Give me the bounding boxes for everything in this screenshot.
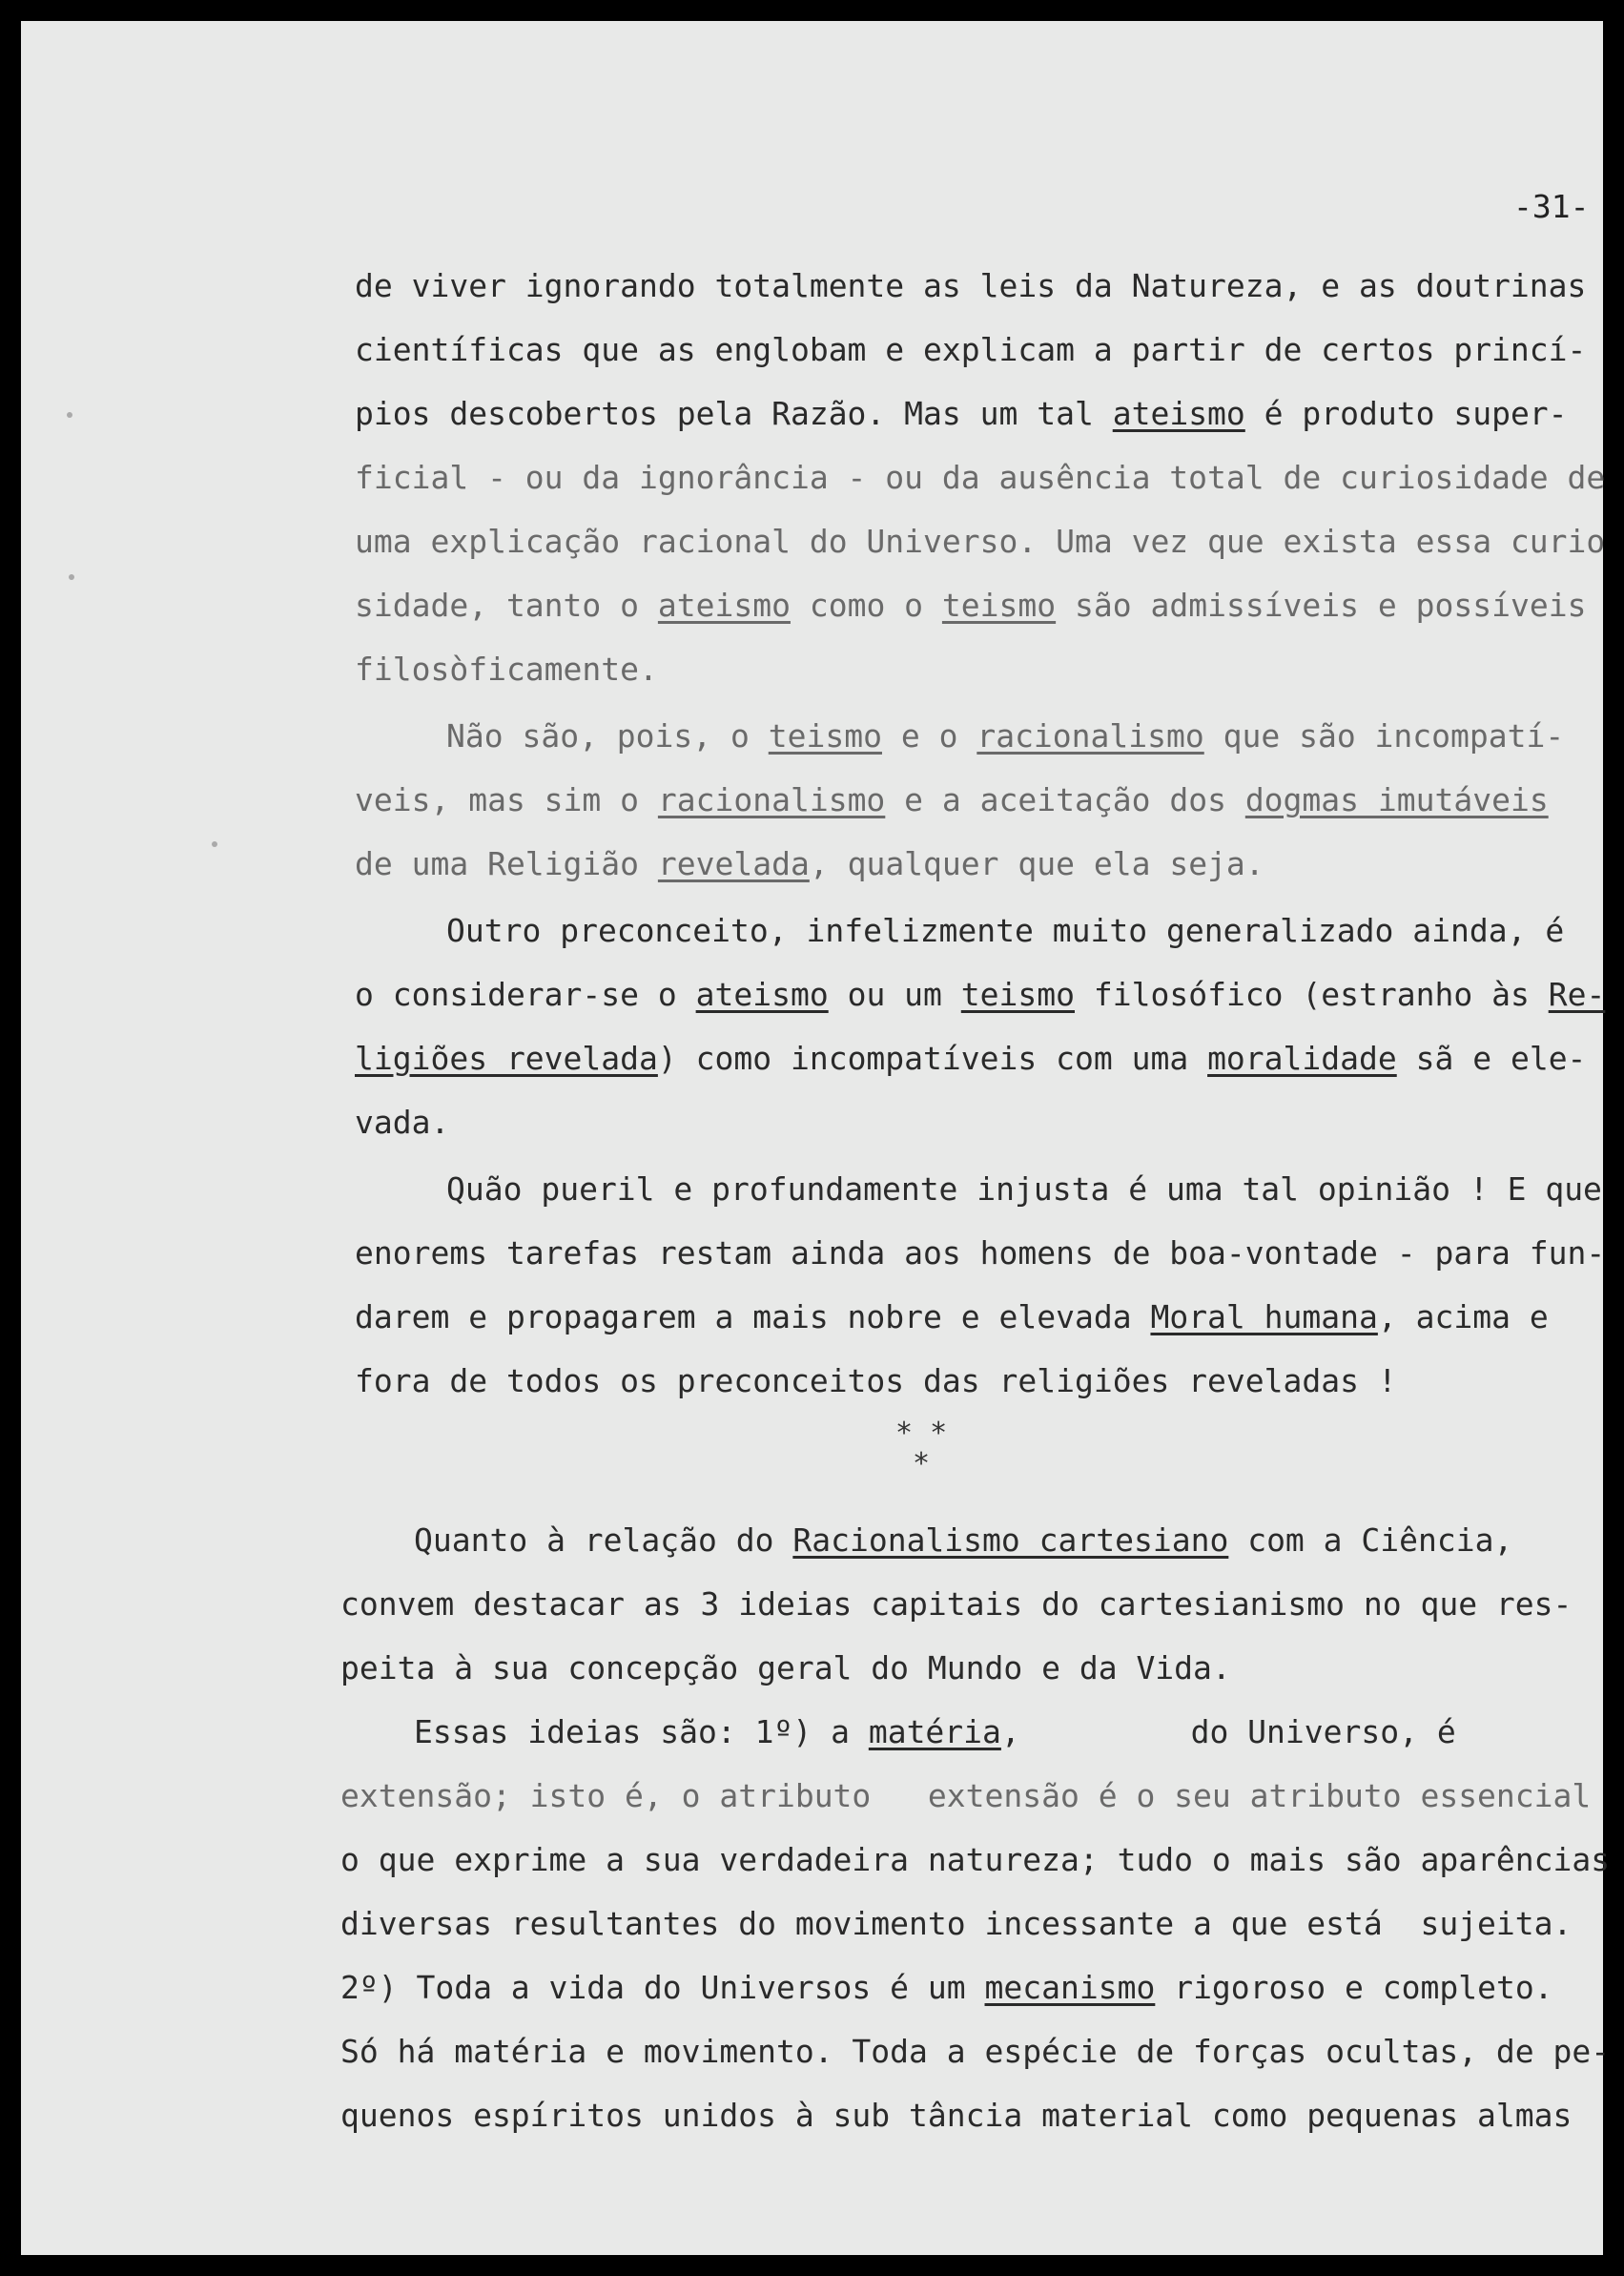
page-number: -31- — [1513, 188, 1590, 225]
term-ateismo: ateismo — [695, 976, 829, 1013]
term-mecanismo: mecanismo — [984, 1969, 1156, 2006]
p2-l2c: e a aceitação dos — [885, 781, 1245, 818]
p1-line-5: uma explicação racional do Universo. Uma vez que exista essa curio — [355, 523, 1606, 560]
p3-l3b: ) como incompatíveis com uma — [657, 1040, 1208, 1077]
p6-l1c: , do Universo, é — [1000, 1713, 1456, 1750]
p2-l1c: e o — [881, 717, 977, 755]
p3-line-1: Outro preconceito, infelizmente muito generalizado ainda, é — [446, 912, 1565, 949]
p5-line-1 — [414, 1521, 1512, 1559]
p6-l1a: Essas ideias são: 1º) a — [414, 1713, 869, 1750]
p2-l3a: de uma Religião — [355, 845, 658, 882]
p6-line-2: extensão; isto é, o atributo extensão é o seu atributo essencial — [340, 1777, 1592, 1814]
p3-l3d: sã e ele- — [1396, 1040, 1587, 1077]
p2-line-1 — [446, 717, 1564, 755]
term-moral-humana: Moral humana — [1150, 1298, 1378, 1335]
p1-line-2: científicas que as englobam e explicam a partir de certos princí- — [355, 331, 1587, 368]
paper-speck — [69, 574, 74, 580]
paper-speck — [67, 412, 72, 418]
term-ateismo: ateismo — [657, 587, 791, 624]
paper-speck — [212, 841, 217, 847]
p1-line-4: ficial - ou da ignorância - ou da ausência total de curiosidade de — [355, 459, 1606, 496]
p5-line-3: peita à sua concepção geral do Mundo e da Vida. — [340, 1649, 1231, 1686]
term-materia: matéria — [868, 1713, 1001, 1750]
p6-l5a: 2º) Toda a vida do Universos é um — [340, 1969, 985, 2006]
term-religioes-reveladas: ligiões revelada — [355, 1040, 658, 1077]
term-teismo: teismo — [768, 717, 882, 755]
term-racionalismo: racionalismo — [657, 781, 886, 818]
term-ateismo: ateismo — [1112, 395, 1245, 432]
separator-stars-bottom: * — [913, 1447, 931, 1480]
p1-l3c: é produto super- — [1244, 395, 1568, 432]
p6-line-7: quenos espíritos unidos à sub tância material como pequenas almas — [340, 2097, 1573, 2134]
p2-l1a: Não são, pois, o — [446, 717, 769, 755]
p5-line-2: convem destacar as 3 ideias capitais do cartesianismo no que res- — [340, 1585, 1573, 1623]
p4-l3c: , acima e — [1377, 1298, 1549, 1335]
p2-line-3 — [355, 845, 1264, 882]
term-dogmas-imutaveis: dogmas imutáveis — [1244, 781, 1549, 818]
term-racionalismo-cartesiano: Racionalismo cartesiano — [792, 1521, 1229, 1559]
p1-l6e: são admissíveis e possíveis — [1056, 587, 1587, 624]
p3-l2e: filosófico (estranho às — [1075, 976, 1549, 1013]
p5-l1c: com a Ciência, — [1228, 1521, 1513, 1559]
term-teismo: teismo — [941, 587, 1057, 624]
term-teismo: teismo — [960, 976, 1075, 1013]
p4-line-4: fora de todos os preconceitos das religiões reveladas ! — [355, 1362, 1397, 1399]
p4-line-2: enorems tarefas restam ainda aos homens de boa-vontade - para fun- — [355, 1234, 1606, 1272]
p6-line-3: o que exprime a sua verdadeira natureza; tudo o mais são aparências — [340, 1841, 1611, 1878]
p4-l3a: darem e propagarem a mais nobre e elevada — [355, 1298, 1151, 1335]
p1-line-7: filosòficamente. — [355, 651, 658, 688]
p2-l2a: veis, mas sim o — [355, 781, 658, 818]
p3-line-4: vada. — [355, 1104, 450, 1141]
term-revelada: revelada — [657, 845, 810, 882]
p5-l1a: Quanto à relação do — [414, 1521, 793, 1559]
p6-line-5 — [340, 1969, 1553, 2006]
p1-l6c: como o — [790, 587, 942, 624]
p4-line-1: Quão pueril e profundamente injusta é uma tal opinião ! E que — [446, 1170, 1602, 1208]
typewritten-page — [21, 21, 1611, 2255]
p1-line-6 — [355, 587, 1586, 624]
p6-line-1 — [414, 1713, 1456, 1750]
term-moralidade: moralidade — [1207, 1040, 1397, 1077]
term-religioes: Re- — [1548, 976, 1606, 1013]
p2-l1e: que são incompatí- — [1203, 717, 1565, 755]
p1-line-3 — [355, 395, 1568, 432]
p6-l5c: rigoroso e completo. — [1155, 1969, 1553, 2006]
p1-l3a: pios descobertos pela Razão. Mas um tal — [355, 395, 1113, 432]
term-racionalismo: racionalismo — [976, 717, 1204, 755]
p2-l3c: , qualquer que ela seja. — [809, 845, 1264, 882]
separator-stars-top: * * — [895, 1417, 948, 1450]
p6-line-6: Só há matéria e movimento. Toda a espécie de forças ocultas, de pe- — [340, 2033, 1611, 2070]
p3-line-3 — [355, 1040, 1586, 1077]
p2-line-2 — [355, 781, 1549, 818]
p6-line-4: diversas resultantes do movimento incessante a que está sujeita. — [340, 1905, 1573, 1942]
p3-line-2 — [355, 976, 1605, 1013]
p4-line-3 — [355, 1298, 1549, 1335]
p3-l2c: ou um — [828, 976, 961, 1013]
p1-line-1: de viver ignorando totalmente as leis da Natureza, e as doutrinas — [355, 267, 1587, 304]
p1-l6a: sidade, tanto o — [355, 587, 658, 624]
p3-l2a: o considerar-se o — [355, 976, 696, 1013]
